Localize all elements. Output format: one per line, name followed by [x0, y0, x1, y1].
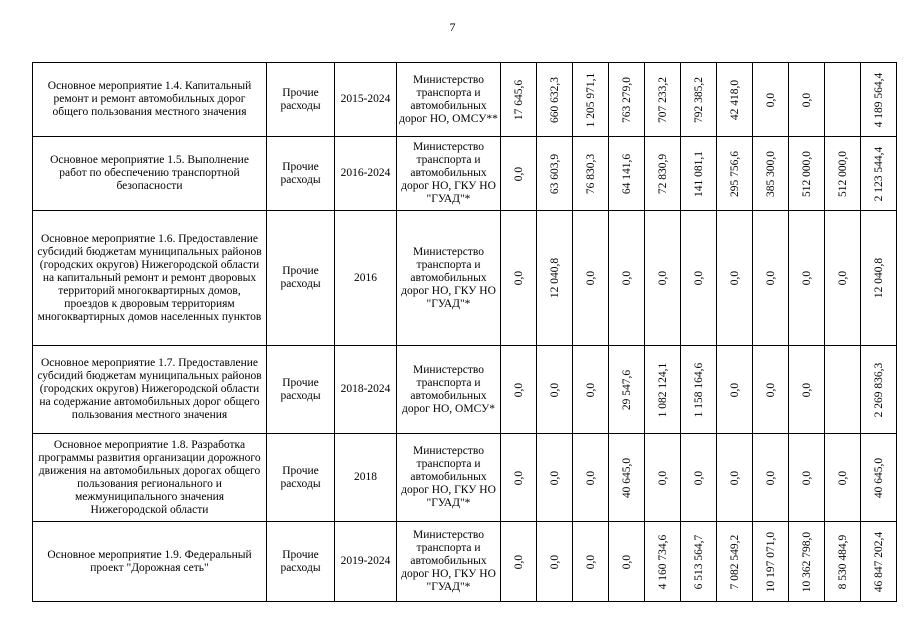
expense-type-cell: Прочие расходы	[267, 346, 335, 434]
value-cell	[609, 434, 645, 522]
value-cell	[645, 63, 681, 137]
value-cell	[717, 63, 753, 137]
activities-table	[32, 62, 897, 602]
value-text: 0,0	[512, 166, 525, 181]
executor-cell: Министерство транспорта и автомобильных дорог НО, ГКУ НО "ГУАД"*	[397, 211, 501, 346]
value-cell	[573, 211, 609, 346]
expense-type-cell: Прочие расходы	[267, 434, 335, 522]
value-cell	[573, 434, 609, 522]
value-cell	[609, 137, 645, 211]
value-text: 0,0	[584, 382, 597, 397]
executor-cell: Министерство транспорта и автомобильных дорог НО, ГКУ НО "ГУАД"*	[397, 434, 501, 522]
value-cell	[789, 434, 825, 522]
value-cell	[789, 522, 825, 602]
value-text: 0,0	[548, 470, 561, 485]
value-cell	[789, 346, 825, 434]
value-text: 12 040,8	[548, 257, 561, 299]
value-text: 0,0	[800, 92, 813, 107]
value-cell	[861, 346, 897, 434]
value-cell	[717, 211, 753, 346]
value-text: 64 141,6	[620, 153, 633, 194]
value-cell	[501, 522, 537, 602]
value-text: 46 847 202,4	[872, 531, 885, 592]
value-text: 512 000,0	[800, 150, 813, 197]
period-cell: 2018	[335, 434, 397, 522]
value-text: 1 082 124,1	[656, 362, 669, 417]
value-cell	[753, 211, 789, 346]
value-text: 0,0	[764, 92, 777, 107]
value-text: 40 645,0	[620, 457, 633, 498]
value-text: 0,0	[512, 270, 525, 286]
value-text: 792 385,2	[692, 76, 705, 123]
value-cell	[753, 522, 789, 602]
value-cell	[501, 63, 537, 137]
table-row	[33, 346, 897, 434]
value-text: 1 205 971,1	[584, 72, 597, 127]
table-row	[33, 522, 897, 602]
value-cell	[825, 63, 861, 137]
table-row	[33, 63, 897, 137]
value-cell	[609, 211, 645, 346]
value-text: 0,0	[656, 270, 669, 286]
value-text: 76 830,3	[584, 153, 597, 194]
value-cell	[681, 434, 717, 522]
value-cell	[681, 346, 717, 434]
value-text: 0,0	[764, 382, 777, 397]
value-text: 8 530 484,9	[836, 534, 849, 589]
value-text: 385 300,0	[764, 150, 777, 197]
activity-name-cell: Основное мероприятие 1.5. Выполнение работ по обеспечению транспортной безопасности	[33, 137, 267, 211]
value-text: 0,0	[764, 270, 777, 286]
value-cell	[645, 137, 681, 211]
value-text: 0,0	[728, 470, 741, 485]
value-text: 141 081,1	[692, 150, 705, 197]
expense-type-cell: Прочие расходы	[267, 137, 335, 211]
value-cell	[789, 63, 825, 137]
value-cell	[789, 137, 825, 211]
value-text: 0,0	[584, 270, 597, 286]
executor-cell: Министерство транспорта и автомобильных дорог НО, ГКУ НО "ГУАД"*	[397, 522, 501, 602]
value-text: 10 197 071,0	[764, 531, 777, 592]
value-text: 0,0	[728, 382, 741, 397]
value-cell	[681, 63, 717, 137]
value-cell	[753, 63, 789, 137]
value-cell	[537, 137, 573, 211]
activity-name-cell: Основное мероприятие 1.8. Разработка программы развития организации дорожного движения на автомобильных дорогах общего пользования регионального и межмуниципального значения Нижегородской области	[33, 434, 267, 522]
value-text: 40 645,0	[872, 457, 885, 498]
value-cell	[537, 434, 573, 522]
activity-name-cell: Основное мероприятие 1.7. Предоставление субсидий бюджетам муниципальных районов (городских округов) Нижегородской области на содержание автомобильных дорог общего пользования местного значения	[33, 346, 267, 434]
value-text: 10 362 798,0	[800, 531, 813, 592]
expense-type-cell: Прочие расходы	[267, 63, 335, 137]
value-text: 0,0	[620, 554, 633, 569]
value-cell	[717, 522, 753, 602]
period-cell: 2019-2024	[335, 522, 397, 602]
value-text: 0,0	[584, 554, 597, 569]
value-text: 7 082 549,2	[728, 534, 741, 589]
value-cell	[501, 211, 537, 346]
value-cell	[537, 346, 573, 434]
value-cell	[717, 137, 753, 211]
period-cell: 2015-2024	[335, 63, 397, 137]
value-text: 17 645,6	[512, 79, 525, 120]
executor-cell: Министерство транспорта и автомобильных дорог НО, ОМСУ*	[397, 346, 501, 434]
value-text: 0,0	[836, 270, 849, 286]
value-text: 0,0	[800, 270, 813, 286]
value-text: 0,0	[800, 470, 813, 485]
value-text: 295 756,6	[728, 150, 741, 197]
value-text: 42 418,0	[728, 79, 741, 120]
value-text: 0,0	[512, 554, 525, 569]
page-number: 7	[449, 20, 456, 34]
value-cell	[645, 211, 681, 346]
value-text: 1 158 164,6	[692, 362, 705, 417]
value-cell	[681, 137, 717, 211]
value-cell	[861, 434, 897, 522]
value-cell	[753, 137, 789, 211]
value-cell	[681, 522, 717, 602]
executor-cell: Министерство транспорта и автомобильных дорог НО, ГКУ НО "ГУАД"*	[397, 137, 501, 211]
value-cell	[501, 434, 537, 522]
value-text: 0,0	[800, 382, 813, 397]
expense-type-cell: Прочие расходы	[267, 211, 335, 346]
value-cell	[609, 522, 645, 602]
value-cell	[645, 522, 681, 602]
period-cell: 2018-2024	[335, 346, 397, 434]
value-cell	[825, 346, 861, 434]
value-text: 0,0	[620, 270, 633, 286]
value-cell	[573, 63, 609, 137]
table-row	[33, 434, 897, 522]
value-text: 2 269 836,3	[872, 362, 885, 417]
value-text: 29 547,6	[620, 369, 633, 410]
value-text: 0,0	[584, 470, 597, 485]
value-text: 0,0	[836, 470, 849, 485]
table-row	[33, 137, 897, 211]
value-text: 0,0	[728, 270, 741, 286]
value-text: 4 160 734,6	[656, 534, 669, 589]
period-cell: 2016	[335, 211, 397, 346]
value-text: 12 040,8	[872, 257, 885, 299]
value-text: 2 123 544,4	[872, 146, 885, 201]
activity-name-cell: Основное мероприятие 1.4. Капитальный ремонт и ремонт автомобильных дорог общего пользования местного значения	[33, 63, 267, 137]
value-cell	[717, 434, 753, 522]
activity-name-cell: Основное мероприятие 1.6. Предоставление субсидий бюджетам муниципальных районов (городских округов) Нижегородской области на капитальный ремонт и ремонт дворовых территорий многоквартирных домов, проездов к дворовым территориям многоквартирных домов населенных пунктов	[33, 211, 267, 346]
value-text: 0,0	[764, 470, 777, 485]
value-cell	[537, 522, 573, 602]
value-text: 6 513 564,7	[692, 534, 705, 589]
value-text: 0,0	[512, 470, 525, 485]
table-row	[33, 211, 897, 346]
value-cell	[573, 137, 609, 211]
value-cell	[573, 346, 609, 434]
period-cell: 2016-2024	[335, 137, 397, 211]
value-text: 0,0	[512, 382, 525, 397]
value-text: 707 233,2	[656, 76, 669, 123]
value-text: 0,0	[656, 470, 669, 485]
value-cell	[609, 346, 645, 434]
value-cell	[825, 434, 861, 522]
value-text: 0,0	[692, 270, 705, 286]
value-cell	[753, 434, 789, 522]
value-cell	[861, 522, 897, 602]
value-cell	[537, 63, 573, 137]
value-text: 0,0	[692, 470, 705, 485]
value-text: 72 830,9	[656, 153, 669, 194]
value-text: 4 189 564,4	[872, 72, 885, 127]
value-cell	[645, 346, 681, 434]
value-text: 660 632,3	[548, 76, 561, 123]
value-cell	[537, 211, 573, 346]
value-cell	[861, 211, 897, 346]
value-text: 0,0	[548, 382, 561, 397]
value-cell	[501, 137, 537, 211]
value-cell	[501, 346, 537, 434]
value-cell	[861, 137, 897, 211]
value-text: 512 000,0	[836, 150, 849, 197]
value-cell	[825, 137, 861, 211]
value-cell	[609, 63, 645, 137]
activity-name-cell: Основное мероприятие 1.9. Федеральный проект "Дорожная сеть"	[33, 522, 267, 602]
value-cell	[753, 346, 789, 434]
value-cell	[681, 211, 717, 346]
value-cell	[645, 434, 681, 522]
executor-cell: Министерство транспорта и автомобильных дорог НО, ОМСУ**	[397, 63, 501, 137]
value-cell	[573, 522, 609, 602]
value-cell	[861, 63, 897, 137]
value-text: 63 603,9	[548, 153, 561, 194]
value-text: 0,0	[548, 554, 561, 569]
value-text: 763 279,0	[620, 76, 633, 123]
value-cell	[825, 522, 861, 602]
expense-type-cell: Прочие расходы	[267, 522, 335, 602]
value-cell	[717, 346, 753, 434]
value-cell	[825, 211, 861, 346]
value-cell	[789, 211, 825, 346]
